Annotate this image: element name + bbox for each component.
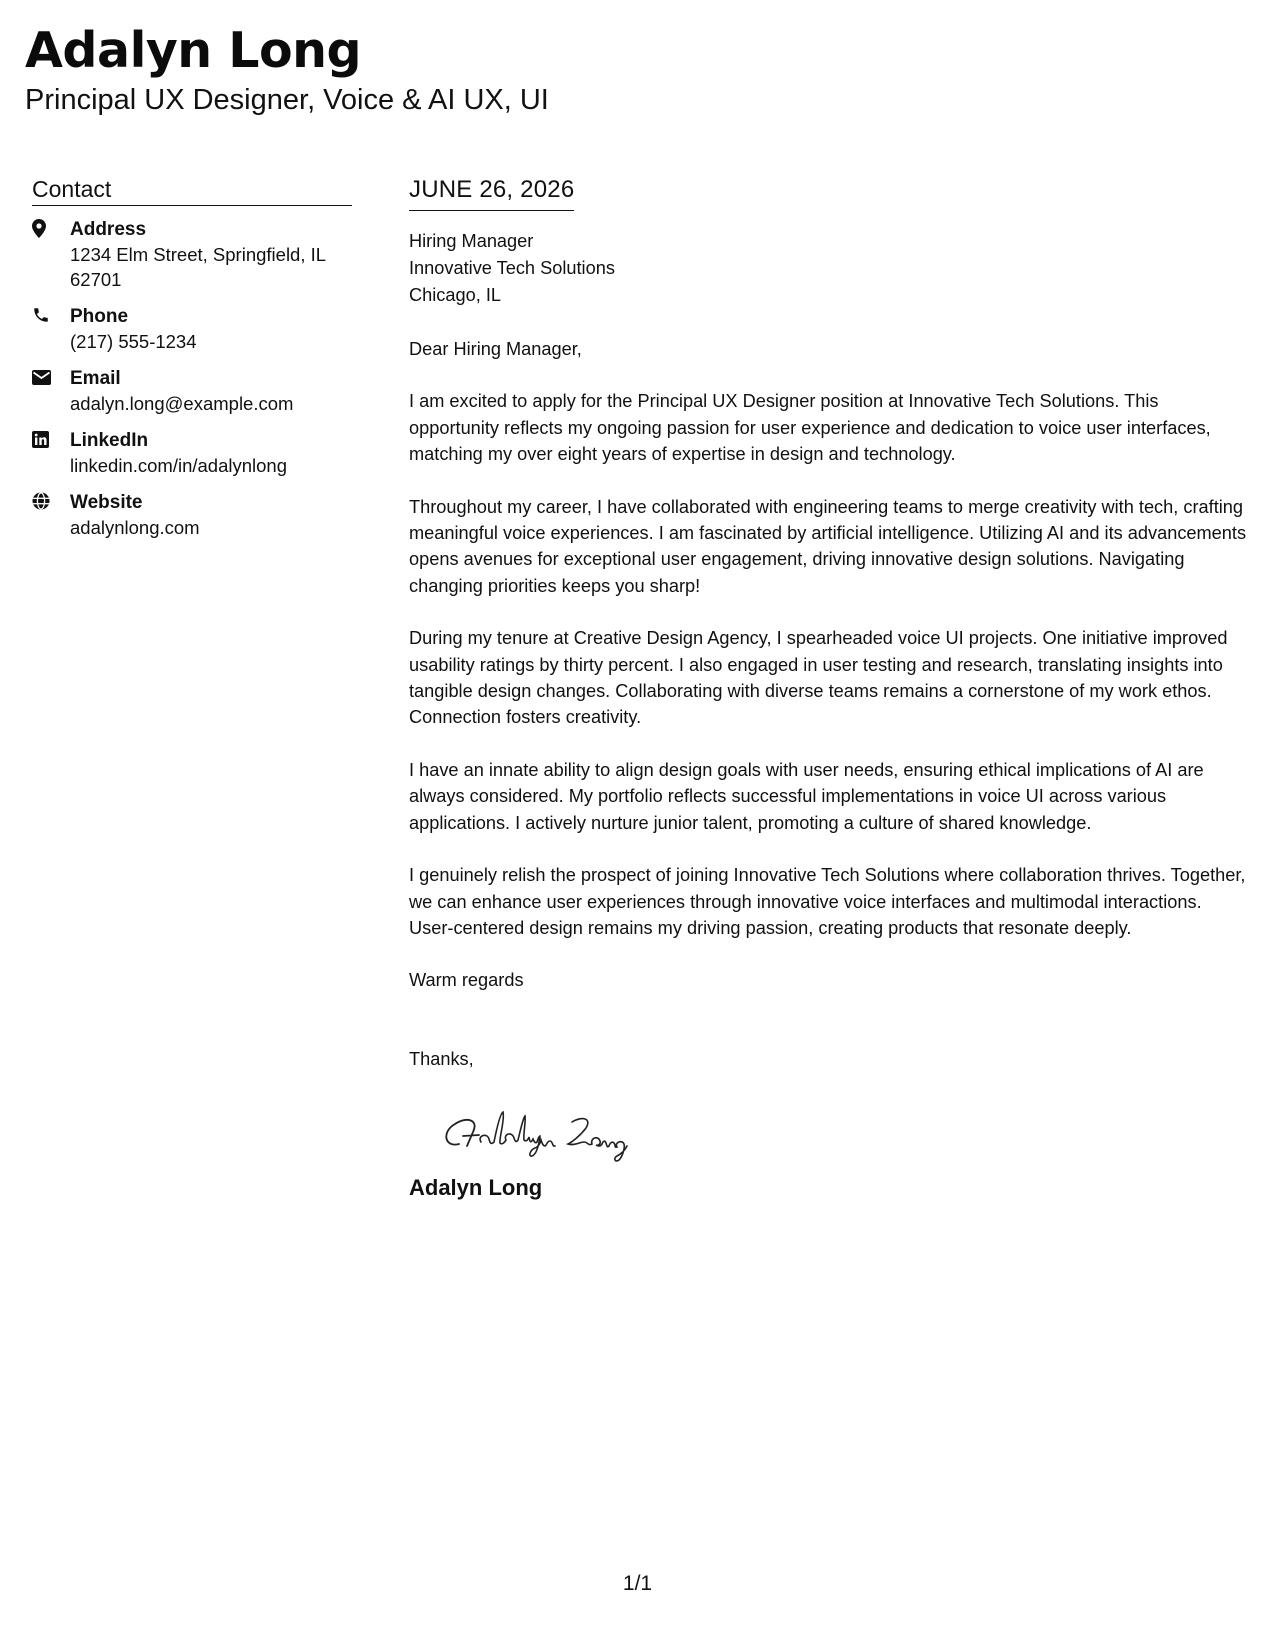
salutation: Dear Hiring Manager, bbox=[409, 339, 582, 359]
contact-label: LinkedIn bbox=[70, 430, 149, 451]
recipient-line: Hiring Manager bbox=[409, 231, 534, 251]
handwritten-signature bbox=[437, 1102, 657, 1162]
letter-date: JUNE 26, 2026 bbox=[409, 176, 575, 203]
letter-paragraph: Throughout my career, I have collaborated with engineering teams to merge creativity with tech, crafting meaningful voice experiences. I am fascinated by artificial intelligence. Utilizing AI and its advancements opens avenues for exceptional user engagement, driving innovative design solutions. Navigating changing priorities keeps you sharp! bbox=[409, 496, 1247, 596]
contact-item-website bbox=[32, 490, 352, 540]
contact-value: adalynlong.com bbox=[70, 517, 200, 538]
letter-body bbox=[409, 175, 1249, 1202]
contact-label: Website bbox=[70, 492, 143, 513]
linkedin-icon bbox=[32, 428, 70, 450]
contact-item-address bbox=[32, 217, 352, 292]
globe-icon bbox=[32, 490, 70, 512]
contact-label: Email bbox=[70, 368, 121, 389]
letter-paragraph: During my tenure at Creative Design Agency, I spearheaded voice UI projects. One initiative improved usability ratings by thirty percent. I also engaged in user testing and research, translating insights into tangible design changes. Collaborating with diverse teams remains a cornerstone of my work ethos. Connection fosters creativity. bbox=[409, 628, 1228, 728]
contact-label: Phone bbox=[70, 306, 129, 327]
contact-item-email bbox=[32, 366, 352, 416]
recipient-block bbox=[409, 228, 1249, 309]
date-block bbox=[409, 175, 574, 211]
contact-item-linkedin bbox=[32, 428, 352, 478]
signed-name: Adalyn Long bbox=[409, 1175, 543, 1201]
applicant-name: Adalyn Long bbox=[25, 22, 362, 79]
contact-value: adalyn.long@example.com bbox=[70, 393, 294, 414]
contact-item-phone bbox=[32, 304, 352, 354]
thanks-line: Thanks, bbox=[409, 1048, 474, 1069]
letter-paragraph: I have an innate ability to align design goals with user needs, ensuring ethical implications of AI are always considered. My portfolio reflects successful implementations in voice UI across various applications. I actively nurture junior talent, promoting a culture of shared knowledge. bbox=[409, 759, 1204, 833]
recipient-line: Innovative Tech Solutions bbox=[409, 258, 615, 278]
envelope-icon bbox=[32, 366, 70, 388]
contact-heading: Contact bbox=[32, 175, 352, 206]
contact-value: linkedin.com/in/adalynlong bbox=[70, 455, 287, 476]
letter-paragraph: I am excited to apply for the Principal UX Designer position at Innovative Tech Solutions. This opportunity reflects my ongoing passion for user experience and dedication to voice user interfaces, matching my over eight years of expertise in design and technology. bbox=[409, 391, 1211, 465]
page-number: 1/1 bbox=[622, 1572, 653, 1595]
contact-value: 1234 Elm Street, Springfield, IL 62701 bbox=[70, 244, 326, 290]
letter-paragraph: I genuinely relish the prospect of joining Innovative Tech Solutions where collaboration thrives. Together, we can enhance user experiences through innovative voice interfaces and multimodal interactions. User-centered design remains my driving passion, creating products that resonate deeply. bbox=[409, 865, 1246, 938]
phone-icon bbox=[32, 304, 70, 326]
map-pin-icon bbox=[32, 217, 70, 239]
closing: Warm regards bbox=[409, 970, 524, 991]
contact-value: (217) 555-1234 bbox=[70, 331, 197, 352]
recipient-line: Chicago, IL bbox=[409, 285, 502, 305]
contact-label: Address bbox=[70, 219, 147, 240]
contact-sidebar bbox=[32, 175, 352, 552]
applicant-headline: Principal UX Designer, Voice & AI UX, UI bbox=[25, 84, 549, 116]
